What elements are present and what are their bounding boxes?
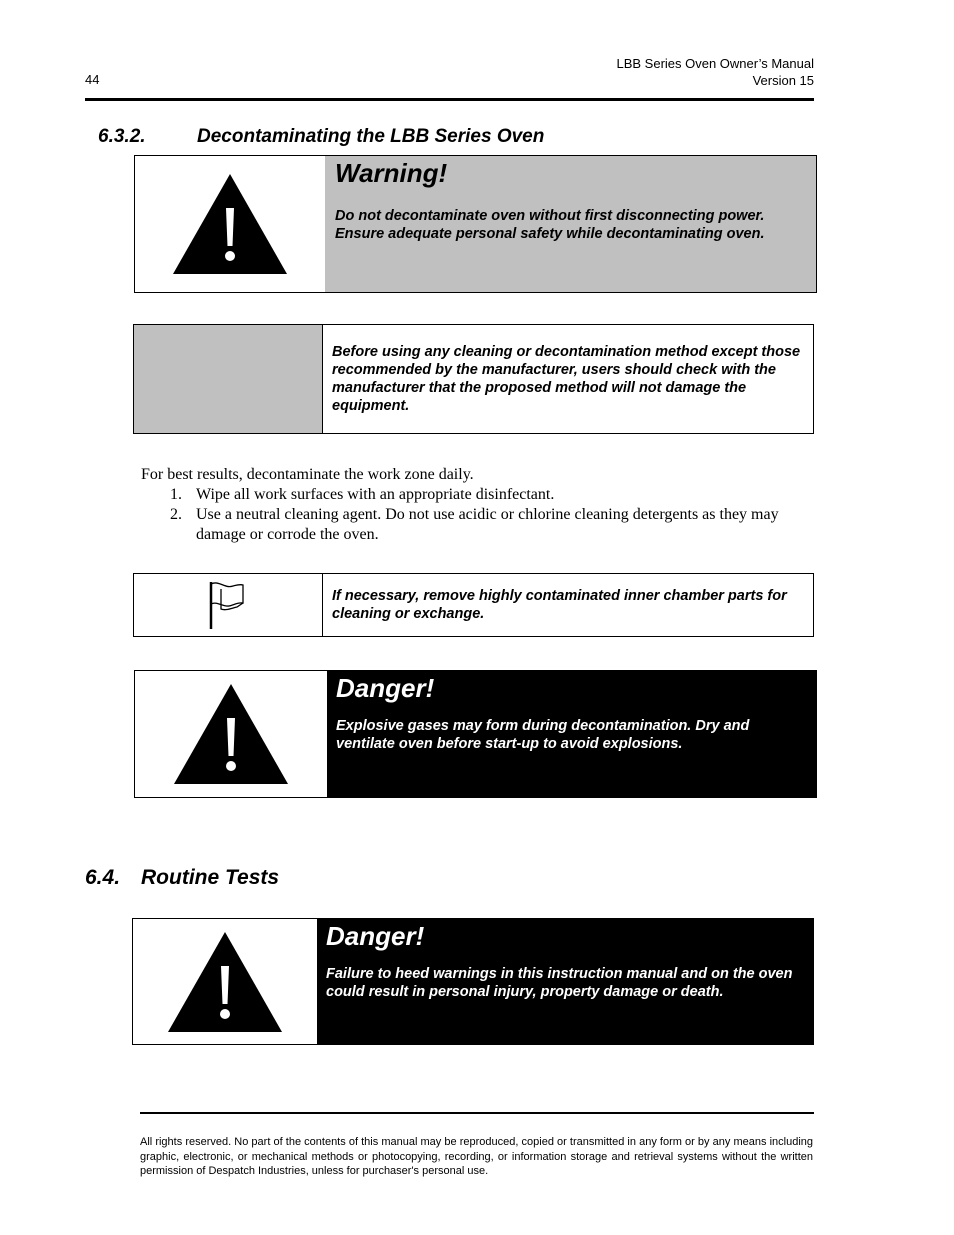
section-632-number: 6.3.2. xyxy=(98,126,146,147)
danger-icon-cell xyxy=(135,671,327,797)
list-item xyxy=(141,505,801,545)
section-64-number: 6.4. xyxy=(85,866,121,889)
danger-title: Danger! xyxy=(336,673,435,703)
danger-message: Explosive gases may form during decontamination. Dry and ventilate oven before start-up to avoid explosions. xyxy=(336,718,750,752)
danger-box xyxy=(134,670,817,798)
footer-rule xyxy=(140,1112,814,1114)
warning-icon-cell xyxy=(135,156,325,292)
decontamination-steps xyxy=(141,485,801,545)
warning-box xyxy=(134,155,817,293)
warning-message-line: Do not decontaminate oven without first disconnecting power. xyxy=(335,208,765,224)
caution-message: Before using any cleaning or decontamination method except those recommended by the manufacturer, users should check with the manufacturer that the proposed method will not damage the equipment. xyxy=(332,344,801,414)
warning-title: Warning! xyxy=(335,158,448,188)
danger-box xyxy=(132,918,814,1045)
manual-title: LBB Series Oven Owner’s Manual xyxy=(616,56,814,71)
warning-message-line: Ensure adequate personal safety while decontaminating oven. xyxy=(335,226,765,242)
danger-triangle-icon xyxy=(172,682,290,786)
warning-triangle-icon xyxy=(171,172,289,276)
danger-icon-cell xyxy=(133,919,317,1044)
danger-title: Danger! xyxy=(326,921,425,951)
step-number: 2. xyxy=(170,506,182,523)
warning-message xyxy=(335,207,806,243)
danger-message: Failure to heed warnings in this instruction manual and on the oven could result in personal injury, property damage or death. xyxy=(326,966,793,1000)
list-item xyxy=(141,485,801,505)
page-number: 44 xyxy=(85,72,100,87)
header-rule xyxy=(85,98,814,101)
intro-text: For best results, decontaminate the work zone daily. xyxy=(141,466,474,483)
step-text: Use a neutral cleaning agent. Do not use acidic or chlorine cleaning detergents as they may damage or corrode the oven. xyxy=(196,506,779,543)
section-64-title: Routine Tests xyxy=(141,866,280,889)
manual-version: Version 15 xyxy=(752,73,814,88)
step-number: 1. xyxy=(170,486,182,503)
note-message: If necessary, remove highly contaminated inner chamber parts for cleaning or exchange. xyxy=(332,588,787,622)
danger-triangle-icon xyxy=(166,930,284,1034)
caution-shaded-cell xyxy=(134,325,323,433)
page-header xyxy=(616,55,814,89)
note-box xyxy=(133,573,814,637)
footer-copyright: All rights reserved. No part of the contents of this manual may be reproduced, copied or transmitted in any form or by any means including graphic, electronic, or mechanical methods or photocopying, recording, or information storage and retrieval systems without the written permission of Despatch Industries, unless for purchaser's personal use. xyxy=(140,1136,813,1177)
caution-box xyxy=(133,324,814,434)
section-632-title: Decontaminating the LBB Series Oven xyxy=(197,126,545,147)
note-icon-cell xyxy=(134,574,323,636)
step-text: Wipe all work surfaces with an appropriate disinfectant. xyxy=(196,486,555,503)
flag-icon xyxy=(207,579,249,631)
